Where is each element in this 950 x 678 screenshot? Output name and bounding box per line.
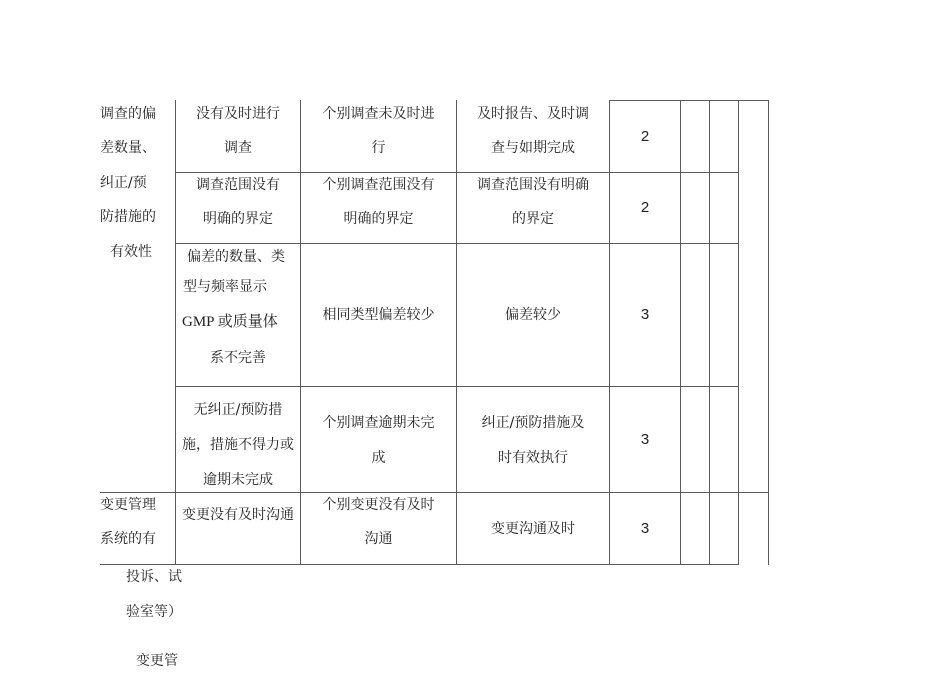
moderate-text: 个别调查未及时进	[322, 106, 435, 122]
moderate-text: 明确的界定	[343, 211, 414, 227]
good-text: 变更沟通及时	[491, 521, 575, 537]
table-border-col7	[738, 100, 739, 565]
category-line: 调查的偏	[100, 106, 156, 122]
score-value: 3	[640, 431, 650, 448]
good-text: 时有效执行	[498, 450, 568, 466]
category-line: 变更管理	[100, 497, 156, 513]
overflow-line: 验室等）	[126, 604, 182, 620]
table-border-top	[609, 100, 769, 101]
issue-text: 调查	[224, 140, 252, 156]
table-border-right	[768, 100, 769, 565]
category-line: 差数量、	[100, 140, 156, 156]
good-text: 纠正/预防措施及	[481, 415, 585, 431]
category-line: 有效性	[110, 244, 152, 260]
score-value: 2	[640, 199, 650, 216]
moderate-text: 个别调查范围没有	[322, 177, 435, 193]
good-text: 的界定	[512, 211, 554, 227]
table-border-col5	[680, 100, 681, 565]
table-border-col4	[609, 100, 610, 565]
score-value: 3	[640, 306, 650, 323]
moderate-text: 成	[371, 450, 386, 466]
good-text: 及时报告、及时调	[477, 106, 589, 122]
category-line: 防措施的	[100, 209, 156, 225]
issue-text: 偏差的数量、类	[187, 249, 285, 265]
moderate-text: 沟通	[364, 531, 393, 547]
issue-text: 明确的界定	[203, 211, 273, 227]
moderate-text: 相同类型偏差较少	[322, 307, 435, 323]
issue-text: GMP 或质量体	[182, 314, 278, 330]
issue-text: 变更没有及时沟通	[182, 507, 294, 523]
category-line: 纠正/预	[100, 175, 147, 191]
issue-text: 施，措施不得力或	[182, 437, 294, 453]
table-border-bottom	[100, 564, 739, 565]
good-text: 查与如期完成	[491, 140, 575, 156]
moderate-text: 个别调查逾期未完	[322, 415, 435, 431]
issue-text: 型与频率显示	[183, 279, 267, 295]
row-divider-3	[175, 386, 739, 387]
overflow-line: 投诉、试	[126, 569, 182, 585]
overflow-line: 变更管	[136, 653, 178, 669]
score-value: 2	[640, 128, 650, 145]
good-text: 调查范围没有明确	[477, 177, 589, 193]
score-value: 3	[640, 520, 650, 537]
moderate-text: 个别变更没有及时	[322, 497, 435, 513]
table-border-col6	[709, 100, 710, 565]
moderate-text: 行	[371, 140, 386, 156]
issue-text: 无纠正/预防措	[193, 402, 283, 418]
issue-text: 没有及时进行	[196, 106, 280, 122]
issue-text: 逾期未完成	[203, 472, 273, 488]
good-text: 偏差较少	[505, 307, 561, 323]
category-line: 系统的有	[100, 531, 156, 547]
issue-text: 系不完善	[210, 350, 266, 366]
issue-text: 调查范围没有	[196, 177, 280, 193]
